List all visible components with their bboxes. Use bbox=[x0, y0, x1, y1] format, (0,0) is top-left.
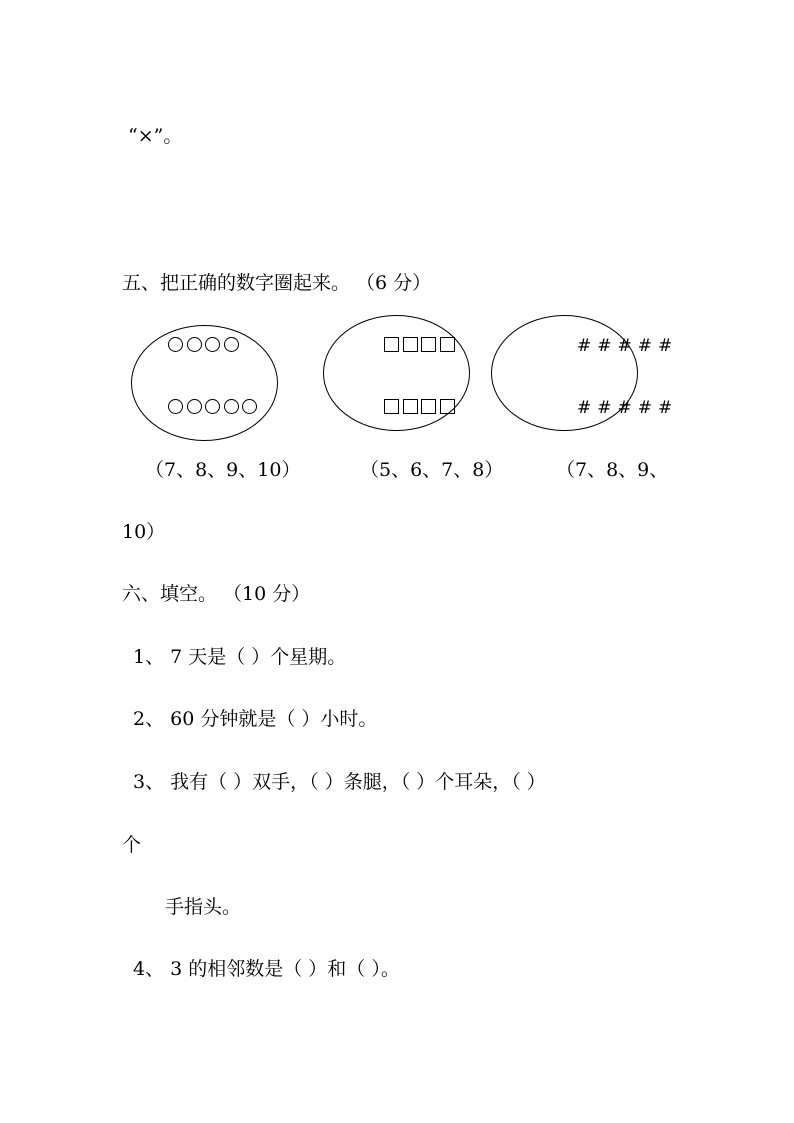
section5-title: 五、把正确的数字圈起来。 （6 分） bbox=[122, 272, 432, 294]
square-shape bbox=[403, 399, 418, 414]
circle-shape bbox=[168, 337, 183, 352]
group1-options: （7、8、9、10） bbox=[145, 459, 301, 481]
circle-shape bbox=[205, 399, 220, 414]
group2-squares-row1 bbox=[384, 337, 458, 352]
question-3-line3: 手指头。 bbox=[165, 896, 242, 918]
square-shape bbox=[421, 337, 436, 352]
circle-shape bbox=[187, 399, 202, 414]
square-shape bbox=[384, 337, 399, 352]
square-shape bbox=[421, 399, 436, 414]
group3-options: （7、8、9、 bbox=[556, 459, 669, 481]
hash-symbol: # bbox=[637, 336, 652, 356]
group3-options-wrap: 10） bbox=[122, 521, 166, 543]
square-shape bbox=[440, 337, 455, 352]
question-3-line1: 3、 我有（ ）双手，（ ）条腿，（ ）个耳朵，（ ） bbox=[133, 771, 546, 793]
square-shape bbox=[384, 399, 399, 414]
hash-symbol: # bbox=[658, 336, 673, 356]
hash-symbol: # bbox=[617, 336, 632, 356]
question-1: 1、 7 天是（ ）个星期。 bbox=[133, 646, 347, 668]
square-shape bbox=[440, 399, 455, 414]
hash-symbol: # bbox=[577, 398, 592, 418]
question-2: 2、 60 分钟就是（ ）小时。 bbox=[133, 708, 378, 730]
circle-shape bbox=[242, 399, 257, 414]
question-4: 4、 3 的相邻数是（ ）和（ ）。 bbox=[133, 958, 400, 980]
circle-shape bbox=[187, 337, 202, 352]
question-3-line2: 个 bbox=[122, 834, 142, 856]
circle-shape bbox=[224, 337, 239, 352]
group2-options: （5、6、7、8） bbox=[360, 459, 504, 481]
hash-symbol: # bbox=[617, 398, 632, 418]
circle-shape bbox=[205, 337, 220, 352]
group3-hashes-row2 bbox=[577, 398, 678, 418]
previous-section-tail: “×”。 bbox=[128, 125, 183, 147]
group1-circles-row2 bbox=[168, 399, 261, 414]
circle-shape bbox=[224, 399, 239, 414]
square-shape bbox=[403, 337, 418, 352]
hash-symbol: # bbox=[597, 398, 612, 418]
group1-circles-row1 bbox=[168, 337, 242, 352]
hash-symbol: # bbox=[577, 336, 592, 356]
hash-symbol: # bbox=[597, 336, 612, 356]
hash-symbol: # bbox=[637, 398, 652, 418]
circle-shape bbox=[168, 399, 183, 414]
section6-title: 六、填空。 （10 分） bbox=[122, 583, 311, 605]
group3-hashes-row1 bbox=[577, 336, 678, 356]
group2-squares-row2 bbox=[384, 399, 458, 414]
hash-symbol: # bbox=[658, 398, 673, 418]
